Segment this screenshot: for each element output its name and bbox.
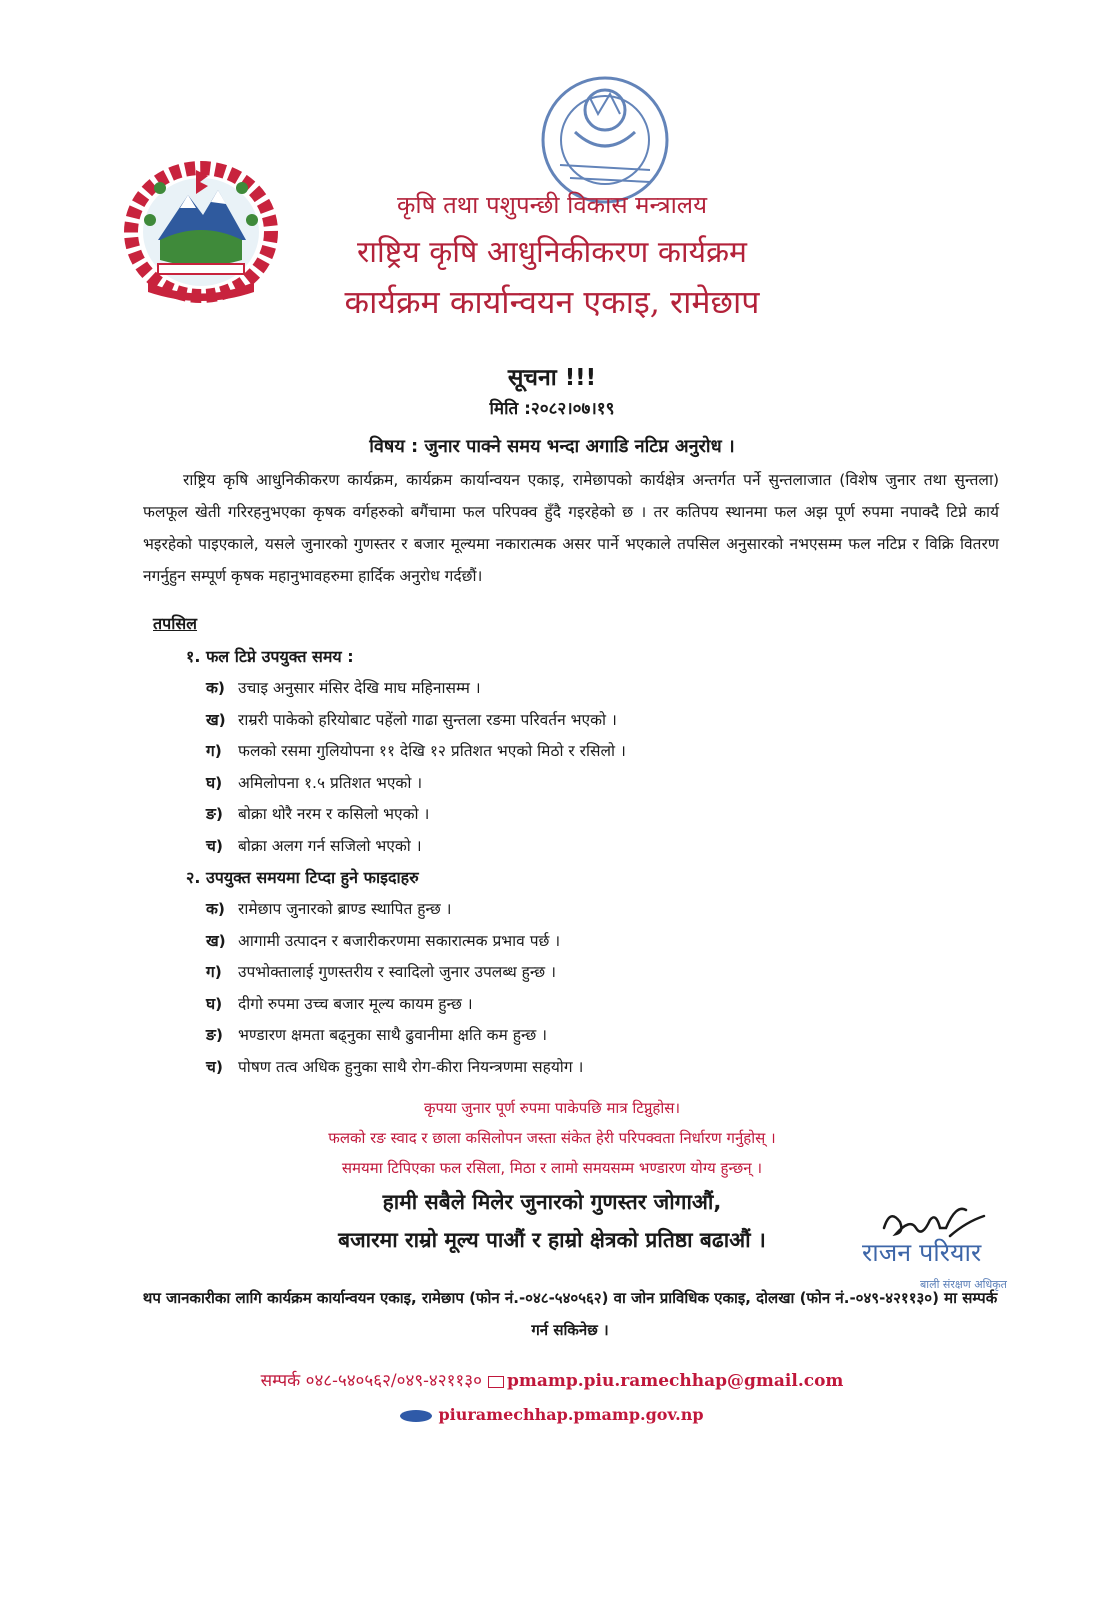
item-text: बोक्रा थोरै नरम र कसिलो भएको । [238, 805, 430, 823]
footer-contact [0, 1368, 1104, 1391]
item-marker: च) [206, 836, 223, 855]
appeal-line-3: समयमा टिपिएका फल रसिला, मिठा र लामो समयसम्म भण्डारण योग्य हुन्छन् । [341, 1159, 763, 1177]
section1-list [206, 673, 626, 862]
list-item [206, 768, 626, 800]
item-marker: ङ) [206, 1026, 223, 1044]
list-item [206, 989, 583, 1021]
section2-list [206, 894, 583, 1083]
list-item [206, 1020, 583, 1052]
section1-title: १. फल टिप्ने उपयुक्त समय : [186, 647, 354, 666]
list-item [206, 736, 626, 768]
website-link[interactable]: piuramechhap.pmamp.gov.np [438, 1405, 704, 1424]
item-text: आगामी उत्पादन र बजारीकरणमा सकारात्मक प्रभाव पर्छ । [238, 931, 561, 950]
list-item [206, 705, 626, 737]
contact-phones: ०४८-५४०५६२/०४९-४२११३० [305, 1371, 482, 1391]
slogan-line-2: बजारमा राम्रो मूल्य पाऔं र हाम्रो क्षेत्रको प्रतिष्ठा बढाऔं । [338, 1228, 766, 1252]
notice-body: राष्ट्रिय कृषि आधुनिकीकरण कार्यक्रम, कार्यक्रम कार्यान्वयन एकाइ, रामेछापको कार्यक्षेत्र अन्तर्गत पर्ने सुन्तलाजात (विशेष जुनार तथा सुन्तला) फलफूल खेती गरिरहनुभएका कृषक वर्गहरुको बगैंचामा फल परिपक्व हुँदै गइरहेको छ । तर कतिपय स्थानमा फल अझ पूर्ण रुपमा नपाक्दै टिप्ने कार्य भइरहेको पाइएकाले, यसले जुनारको गुणस्तर र बजार मूल्यमा नकारात्मक असर पार्ने भएकाले तपसिल अनुसारको नभएसम्म फल नटिप्न र विक्रि वितरण नगर्नुहुन सम्पूर्ण कृषक महानुभावहरुमा हार्दिक अनुरोध गर्दछौं। [143, 471, 999, 585]
notice-date: मिति :२०८२।०७।१९ [489, 399, 615, 419]
program-name: राष्ट्रिय कृषि आधुनिकीकरण कार्यक्रम [356, 235, 748, 270]
item-marker: घ) [206, 994, 223, 1013]
item-text: दीगो रुपमा उच्च बजार मूल्य कायम हुन्छ । [238, 994, 473, 1013]
list-item [206, 673, 626, 705]
list-item [206, 957, 583, 989]
web-icon [400, 1410, 432, 1422]
notice-subject: विषय : जुनार पाक्ने समय भन्दा अगाडि नटिप्न अनुरोध । [369, 436, 735, 457]
item-marker: ग) [206, 963, 222, 981]
item-text: रामेछाप जुनारको ब्राण्ड स्थापित हुन्छ । [238, 900, 452, 918]
notice-heading: सूचना !!! [507, 365, 597, 391]
list-item [206, 831, 626, 863]
signatory-name: राजन परियार [862, 1238, 982, 1267]
unit-name: कार्यक्रम कार्यान्वयन एकाइ, रामेछाप [344, 283, 760, 321]
list-item [206, 926, 583, 958]
list-item [206, 799, 626, 831]
item-text: भण्डारण क्षमता बढ्नुका साथै ढुवानीमा क्षति कम हुन्छ । [238, 1026, 548, 1044]
contact-label: सम्पर्क [260, 1371, 306, 1391]
list-item [206, 894, 583, 926]
item-text: बोक्रा अलग गर्न सजिलो भएको । [238, 836, 422, 855]
item-marker: ख) [206, 931, 226, 950]
item-text: उचाइ अनुसार मंसिर देखि माघ महिनासम्म । [238, 679, 481, 697]
item-marker: ख) [206, 710, 226, 729]
item-marker: क) [206, 679, 225, 697]
list-item [206, 1052, 583, 1084]
section2-title: २. उपयुक्त समयमा टिप्दा हुने फाइदाहरु [186, 868, 419, 887]
appeal-line-1: कृपया जुनार पूर्ण रुपमा पाकेपछि मात्र टिप्नुहोस। [423, 1099, 681, 1117]
contact-email[interactable]: pmamp.piu.ramechhap@gmail.com [506, 1371, 844, 1391]
signatory-title: बाली संरक्षण अधिकृत [920, 1278, 1007, 1291]
item-marker: घ) [206, 773, 223, 792]
item-marker: च) [206, 1057, 223, 1076]
slogan-line-1: हामी सबैले मिलेर जुनारको गुणस्तर जोगाऔं, [382, 1190, 722, 1214]
item-text: अमिलोपना १.५ प्रतिशत भएको । [238, 773, 423, 792]
item-marker: ग) [206, 742, 222, 760]
ministry-name: कृषि तथा पशुपन्छी विकास मन्त्रालय [397, 191, 707, 219]
mail-icon [488, 1376, 504, 1388]
footer-website [0, 1405, 1104, 1424]
item-text: राम्ररी पाकेको हरियोबाट पहेंलो गाढा सुन्तला रङमा परिवर्तन भएको । [238, 710, 617, 729]
item-marker: क) [206, 900, 225, 918]
item-marker: ङ) [206, 805, 223, 823]
item-text: फलको रसमा गुलियोपना ११ देखि १२ प्रतिशत भएको मिठो र रसिलो । [238, 742, 626, 760]
item-text: पोषण तत्व अधिक हुनुका साथै रोग-कीरा नियन्त्रणमा सहयोग । [238, 1057, 584, 1076]
appeal-line-2: फलको रङ स्वाद र छाला कसिलोपन जस्ता संकेत हेरी परिपक्वता निर्धारण गर्नुहोस् । [328, 1129, 776, 1147]
contact-info: थप जानकारीका लागि कार्यक्रम कार्यान्वयन एकाइ, रामेछाप (फोन नं.-०४८-५४०५६२) वा जोन प्राविधिक एकाइ, दोलखा (फोन नं.-०४९-४२११३०) मा सम्पर्क गर्न सकिनेछ । [142, 1289, 998, 1339]
item-text: उपभोक्तालाई गुणस्तरीय र स्वादिलो जुनार उपलब्ध हुन्छ । [238, 963, 556, 981]
tapasil-heading: तपसिल [153, 614, 198, 633]
